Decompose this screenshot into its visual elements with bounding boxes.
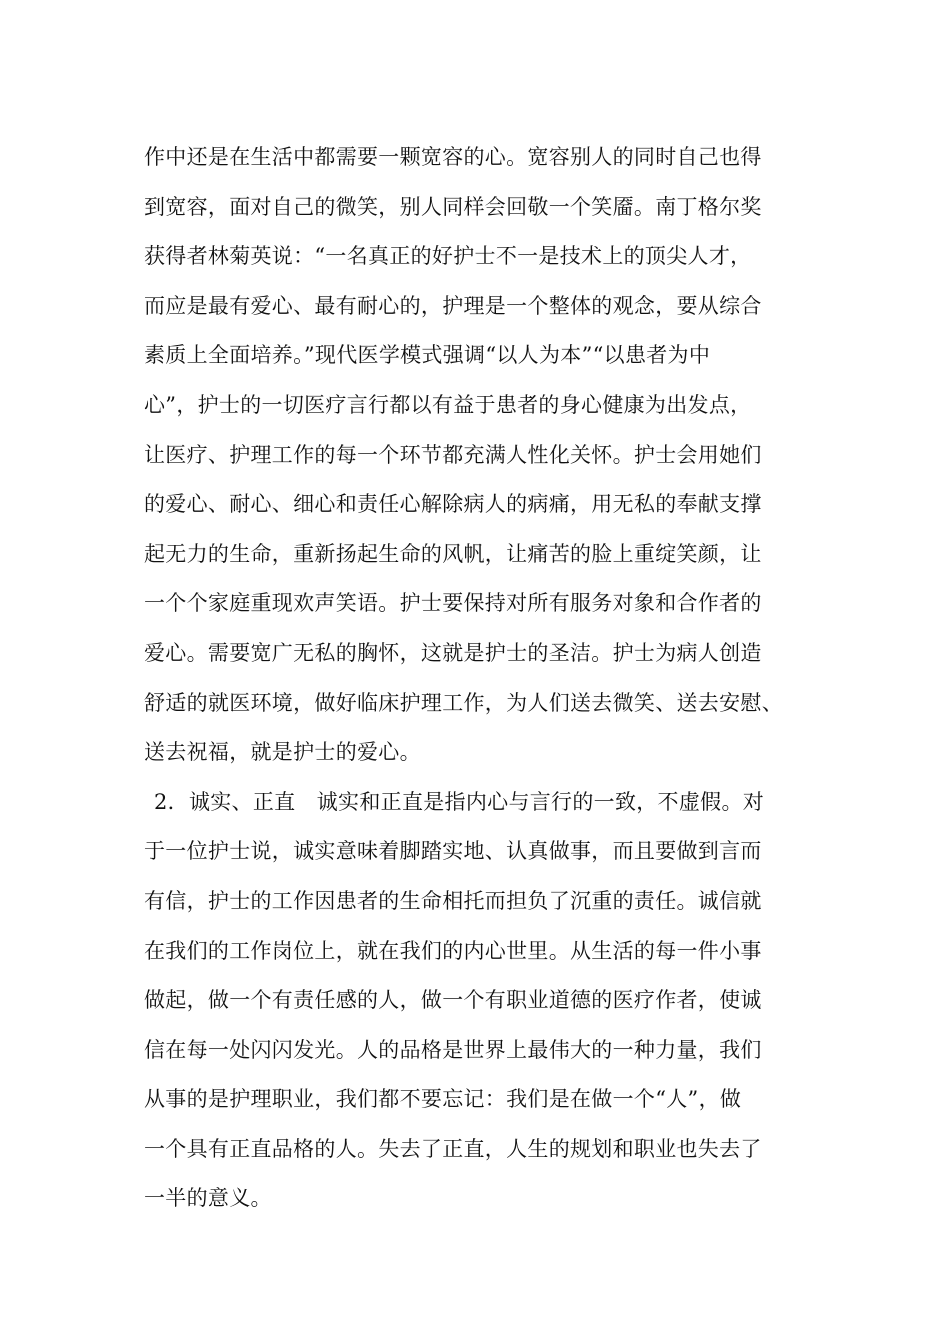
text-line: 一半的意义。 [144,1186,272,1211]
text-line: 于一位护士说，诚实意味着脚踏实地、认真做事，而且要做到言而 [144,839,762,864]
text-line: 舒适的就医环境，做好临床护理工作，为人们送去微笑、送去安慰、 [144,690,783,715]
paragraph-kindness [144,133,834,778]
text-line: 有信，护士的工作因患者的生命相托而担负了沉重的责任。诚信就 [144,888,762,913]
body-text [144,133,834,1224]
text-line: 的爱心、耐心、细心和责任心解除病人的病痛，用无私的奉献支撑 [144,492,762,517]
text-line: 从事的是护理职业，我们都不要忘记：我们是在做一个“人”，做 [144,1087,742,1112]
text-line: 而应是最有爱心、最有耐心的，护理是一个整体的观念，要从综合 [144,293,762,318]
paragraph-honesty-integrity [144,778,834,1224]
text-line: 作中还是在生活中都需要一颗宽容的心。宽容别人的同时自己也得 [144,145,762,169]
text-line: 送去祝福，就是护士的爱心。 [144,740,421,765]
text-line: 一个具有正直品格的人。失去了正直，人生的规划和职业也失去了 [144,1136,762,1161]
text-line: 信在每一处闪闪发光。人的品格是世界上最伟大的一种力量，我们 [144,1037,762,1062]
section-heading-line: 2．诚实、正直 诚实和正直是指内心与言行的一致，不虚假。对 [154,789,765,814]
text-line: 在我们的工作岗位上，就在我们的内心世里。从生活的每一件小事 [144,938,762,963]
text-line: 获得者林菊英说：“一名真正的好护士不一是技术上的顶尖人才， [144,244,752,269]
text-line: 起无力的生命，重新扬起生命的风帆，让痛苦的脸上重绽笑颜，让 [144,541,762,566]
text-line: 心”，护士的一切医疗言行都以有益于患者的身心健康为出发点， [144,392,752,417]
text-line: 做起，做一个有责任感的人，做一个有职业道德的医疗作者，使诚 [144,988,762,1013]
text-line: 一个个家庭重现欢声笑语。护士要保持对所有服务对象和合作者的 [144,591,762,616]
text-line: 到宽容，面对自己的微笑，别人同样会回敬一个笑靥。南丁格尔奖 [144,194,762,219]
text-line: 素质上全面培养。”现代医学模式强调“以人为本”“以患者为中 [144,343,711,368]
text-line: 让医疗、护理工作的每一个环节都充满人性化关怀。护士会用她们 [144,442,762,467]
text-line: 爱心。需要宽广无私的胸怀，这就是护士的圣洁。护士为病人创造 [144,640,762,665]
